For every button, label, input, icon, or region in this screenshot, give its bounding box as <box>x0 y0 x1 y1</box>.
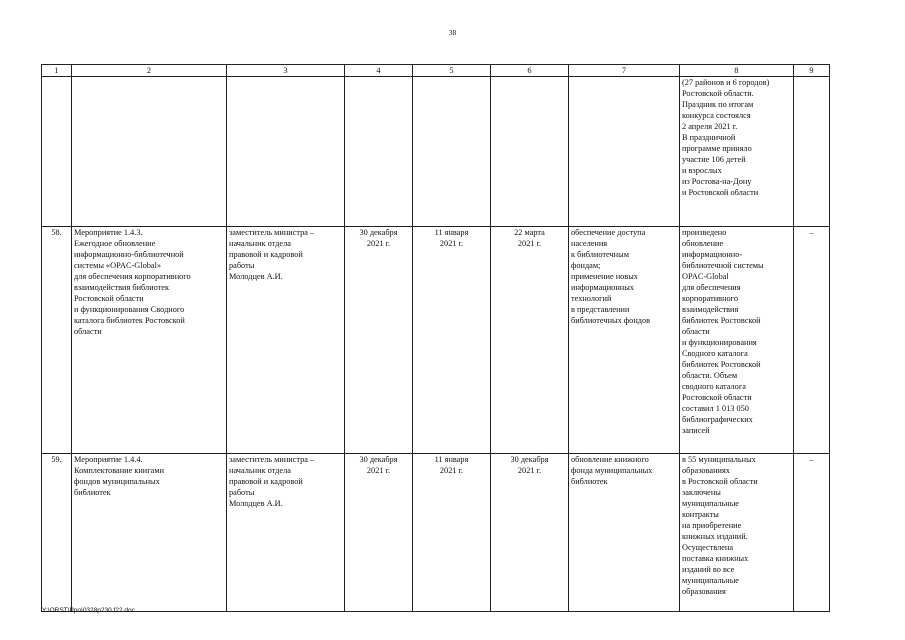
column-number: 3 <box>227 65 345 77</box>
cell-line: библиотек <box>571 477 608 486</box>
cell-line: каталога библиотек Ростовской <box>74 316 185 325</box>
cell-line: Ежегодное обновление <box>74 239 156 248</box>
cell-line: к библиотечным <box>571 250 629 259</box>
cell-line: участие 106 детей <box>682 155 746 164</box>
responsible-cell <box>227 77 345 227</box>
cell-line: библиографических <box>682 415 753 424</box>
measure-cell <box>72 77 227 227</box>
cell-line: области. Объем <box>682 371 738 380</box>
actual-end-cell <box>491 454 569 612</box>
problems-cell <box>794 77 830 227</box>
cell-line: записей <box>682 426 710 435</box>
actual-end-cell <box>491 77 569 227</box>
cell-line: информационно-библиотечной <box>74 250 184 259</box>
cell-line: библиотек Ростовской <box>682 316 761 325</box>
row-number-cell: 59. <box>42 454 72 612</box>
cell-line: работы <box>229 261 255 270</box>
cell-line: области <box>74 327 102 336</box>
cell-line: 2021 г. <box>366 239 391 248</box>
cell-line: 2021 г. <box>366 466 391 475</box>
row-number-cell: 58. <box>42 227 72 454</box>
cell-line: и Ростовской области <box>682 188 759 197</box>
cell-line: населения <box>571 239 608 248</box>
cell-line: в Ростовской области <box>682 477 758 486</box>
responsible-cell <box>227 454 345 612</box>
cell-line: 2021 г. <box>439 239 464 248</box>
achieved-result-cell <box>680 77 794 227</box>
cell-line: программе приняло <box>682 144 752 153</box>
column-number: 5 <box>413 65 491 77</box>
expected-result-cell <box>569 454 680 612</box>
actual-end-cell <box>491 227 569 454</box>
cell-line: библиотечных фондов <box>571 316 651 325</box>
table-row <box>42 77 830 227</box>
cell-line: в 55 муниципальных <box>682 455 756 464</box>
cell-line: области <box>682 327 710 336</box>
column-number: 7 <box>569 65 680 77</box>
cell-line: книжных изданий. <box>682 532 748 541</box>
cell-line: 30 декабря <box>359 455 398 464</box>
cell-line: информационно- <box>682 250 743 259</box>
planned-end-cell <box>345 454 413 612</box>
cell-line: на приобретение <box>682 521 742 530</box>
cell-line: OPAC-Global <box>682 272 729 281</box>
cell-line: 2021 г. <box>517 239 542 248</box>
cell-line: библиотечной системы <box>682 261 764 270</box>
actual-start-cell <box>413 77 491 227</box>
cell-line: библиотек <box>74 488 111 497</box>
cell-line: муниципальные <box>682 576 739 585</box>
cell-line: информационных <box>571 283 634 292</box>
cell-line: в представлении <box>571 305 630 314</box>
cell-line: образования <box>682 587 726 596</box>
cell-line: 22 марта <box>514 228 545 237</box>
cell-line: Мероприятие 1.4.4. <box>74 455 143 464</box>
cell-line: обновление <box>682 239 724 248</box>
cell-line: составил 1 013 050 <box>682 404 749 413</box>
expected-result-cell <box>569 77 680 227</box>
cell-line: библиотек Ростовской <box>682 360 761 369</box>
cell-line: Праздник по итогам <box>682 100 754 109</box>
cell-line: контракты <box>682 510 719 519</box>
cell-line: Ростовской области <box>682 393 752 402</box>
cell-line: В праздничной <box>682 133 736 142</box>
cell-line: Комплектование книгами <box>74 466 165 475</box>
problems-cell: – <box>794 454 830 612</box>
achieved-result-cell <box>680 227 794 454</box>
cell-line: Молодцев А.И. <box>229 499 283 508</box>
measure-cell <box>72 227 227 454</box>
cell-line: 30 декабря <box>510 455 549 464</box>
file-path-footer: Y:\ORST\Ppo\0328p230.f22.doc <box>42 607 135 614</box>
cell-line: муниципальные <box>682 499 739 508</box>
cell-line: сводного каталога <box>682 382 746 391</box>
cell-line: начальник отдела <box>229 239 291 248</box>
cell-line: начальник отдела <box>229 466 291 475</box>
cell-line: технологий <box>571 294 612 303</box>
cell-line: работы <box>229 488 255 497</box>
cell-line: поставка книжных <box>682 554 749 563</box>
column-number: 2 <box>72 65 227 77</box>
cell-line: и функционирования <box>682 338 757 347</box>
cell-line: Мероприятие 1.4.3. <box>74 228 143 237</box>
row-number-cell <box>42 77 72 227</box>
table-row <box>42 227 830 454</box>
cell-line: заключены <box>682 488 721 497</box>
cell-line: фондов муниципальных <box>74 477 160 486</box>
cell-line: для обеспечения корпоративного <box>74 272 191 281</box>
column-number-row <box>42 65 830 77</box>
problems-cell: – <box>794 227 830 454</box>
cell-line: из Ростова-на-Дону <box>682 177 752 186</box>
responsible-cell <box>227 227 345 454</box>
cell-line: 11 января <box>434 455 469 464</box>
cell-line: 2021 г. <box>439 466 464 475</box>
cell-line: правовой и кадровой <box>229 477 303 486</box>
cell-line: фонда муниципальных <box>571 466 653 475</box>
cell-line: заместитель министра – <box>229 228 315 237</box>
cell-line: 2021 г. <box>517 466 542 475</box>
actual-start-cell <box>413 227 491 454</box>
cell-line: Сводного каталога <box>682 349 748 358</box>
cell-line: корпоративного <box>682 294 739 303</box>
cell-line: взаимодействия библиотек <box>74 283 170 292</box>
cell-line: изданий во все <box>682 565 735 574</box>
cell-line: (27 районов и 6 городов) <box>682 78 770 87</box>
measures-table <box>41 64 830 612</box>
cell-line: системы «OPAC-Global» <box>74 261 162 270</box>
cell-line: 2 апреля 2021 г. <box>682 122 738 131</box>
cell-line: 30 декабря <box>359 228 398 237</box>
cell-line: Ростовской области <box>74 294 144 303</box>
cell-line: образованиях <box>682 466 730 475</box>
cell-line: применение новых <box>571 272 638 281</box>
cell-line: и взрослых <box>682 166 722 175</box>
expected-result-cell <box>569 227 680 454</box>
cell-line: конкурса состоялся <box>682 111 751 120</box>
cell-line: взаимодействия <box>682 305 739 314</box>
cell-line: обеспечение доступа <box>571 228 646 237</box>
cell-line: Молодцев А.И. <box>229 272 283 281</box>
cell-line: заместитель министра – <box>229 455 315 464</box>
cell-line: произведено <box>682 228 727 237</box>
column-number: 8 <box>680 65 794 77</box>
planned-end-cell <box>345 77 413 227</box>
cell-line: фондам; <box>571 261 601 270</box>
column-number: 9 <box>794 65 830 77</box>
measure-cell <box>72 454 227 612</box>
cell-line: Осуществлена <box>682 543 734 552</box>
achieved-result-cell <box>680 454 794 612</box>
column-number: 6 <box>491 65 569 77</box>
table-row <box>42 454 830 612</box>
cell-line: 11 января <box>434 228 469 237</box>
cell-line: правовой и кадровой <box>229 250 303 259</box>
column-number: 1 <box>42 65 72 77</box>
column-number: 4 <box>345 65 413 77</box>
cell-line: и функционирования Сводного <box>74 305 185 314</box>
page-number: 38 <box>448 28 457 37</box>
actual-start-cell <box>413 454 491 612</box>
cell-line: Ростовской области. <box>682 89 754 98</box>
cell-line: обновление книжного <box>571 455 649 464</box>
cell-line: для обеспечения <box>682 283 741 292</box>
planned-end-cell <box>345 227 413 454</box>
